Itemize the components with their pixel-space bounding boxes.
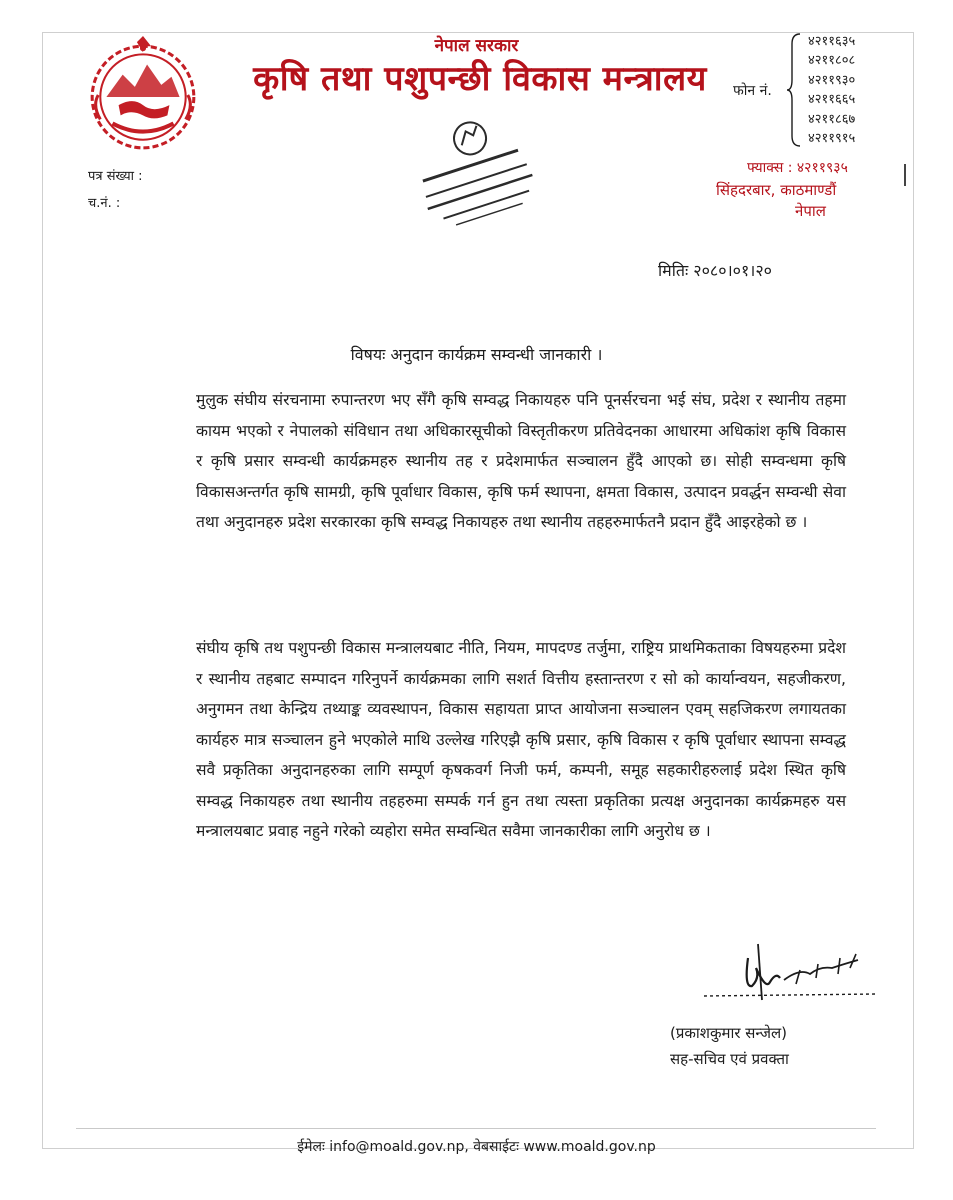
- government-name: नेपाल सरकार: [434, 36, 519, 56]
- phone-number: ४२११८६७: [808, 111, 856, 127]
- address-line-2: नेपाल: [795, 202, 826, 220]
- ministry-stamp-icon: [402, 114, 540, 240]
- address-line-1: सिंहदरबार, काठमाण्डौं: [716, 181, 837, 199]
- body-paragraph-2: संघीय कृषि तथ पशुपन्छी विकास मन्त्रालयबाट नीति, नियम, मापदण्ड तर्जुमा, राष्ट्रिय प्राथमिकताका विषयहरुमा प्रदेश र स्थानीय तहबाट सम्पादन गरिनुपर्ने कार्यक्रमका लागि सशर्त वित्तीय हस्तान्तरण र सो को कार्यान्वयन, सहजीकरण, अनुगमन तथा केन्द्रिय तथ्याङ्क व्यवस्थापन, विकास सहायता प्राप्त आयोजना सञ्चालन एवम् सहजिकरण लगायतका कार्यहरु मात्र सञ्चालन हुने भएकोले माथि उल्लेख गरिएझै कृषि प्रसार, कृषि विकास र कृषि पूर्वाधार स्थापना सम्वद्ध सवै प्रकृतिका अनुदानहरुका लागि सम्पूर्ण कृषकवर्ग निजी फर्म, कम्पनी, समूह सहकारीहरुलाई प्रदेश स्थित कृषि सम्वद्ध निकायहरु तथा स्थानीय तहहरुमा सम्पर्क गर्न हुन तथा त्यस्ता प्रकृतिका प्रत्यक्ष अनुदानका कार्यक्रमहरु यस मन्त्रालयबाट प्रवाह नहुने गरेको व्यहोरा समेत सम्वन्धित सवैमा जानकारीका लागि अनुरोध छ ।: [196, 639, 846, 840]
- footer-contact: ईमेलः info@moald.gov.np, वेबसाईटः www.moald.gov.np: [297, 1139, 656, 1155]
- signatory-title: सह-सचिव एवं प्रवक्ता: [670, 1050, 789, 1068]
- brace-icon: [786, 32, 802, 148]
- phone-number: ४२११९१५: [808, 131, 856, 147]
- fax-number: फ्याक्स : ४२११९३५: [747, 160, 848, 176]
- body-paragraph-1: मुलुक संघीय संरचनामा रुपान्तरण भए सँगै कृषि सम्वद्ध निकायहरु पनि पूनर्सरचना भई संघ, प्रदेश र स्थानीय तहमा कायम भएको र नेपालको संविधान तथा अधिकारसूचीको विस्तृतीकरण प्रतिवेदनका आधारमा अधिकांश कृषि विकास र कृषि प्रसार सम्वन्धी कार्यक्रमहरु स्थानीय तह र प्रदेशमार्फत सञ्चालन हुँदै आएको छ। सोही सम्वन्धमा कृषि विकासअन्तर्गत कृषि सामग्री, कृषि पूर्वाधार विकास, कृषि फर्म स्थापना, क्षमता विकास, उत्पादन प्रवर्द्धन सम्वन्धी सेवा तथा अनुदानहरु प्रदेश सरकारका कृषि सम्वद्ध निकायहरु तथा स्थानीय तहहरुमार्फतनै प्रदान हुँदै आइरहेको छ ।: [196, 391, 846, 531]
- letter-date: मितिः २०८०।०१।२०: [658, 261, 772, 280]
- dispatch-number-label: च.नं. :: [88, 196, 121, 211]
- signatory-name: (प्रकाशकुमार सन्जेल): [670, 1024, 788, 1042]
- phone-number: ४२११९३०: [808, 72, 856, 88]
- letter-subject: विषयः अनुदान कार्यक्रम सम्वन्धी जानकारी ।: [350, 345, 603, 364]
- phone-number: ४२११६३५: [808, 34, 856, 49]
- phone-number: ४२११६६५: [808, 92, 856, 108]
- handwritten-signature: [700, 938, 880, 1010]
- phone-label: फोन नं.: [733, 83, 772, 99]
- ministry-name: कृषि तथा पशुपन्छी विकास मन्त्रालय: [253, 59, 707, 99]
- margin-mark: [904, 164, 906, 186]
- ref-number-label: पत्र संख्या :: [88, 169, 143, 184]
- phone-list: [808, 32, 855, 148]
- phone-number: ४२११८०८: [808, 53, 856, 69]
- footer-divider: [76, 1128, 876, 1129]
